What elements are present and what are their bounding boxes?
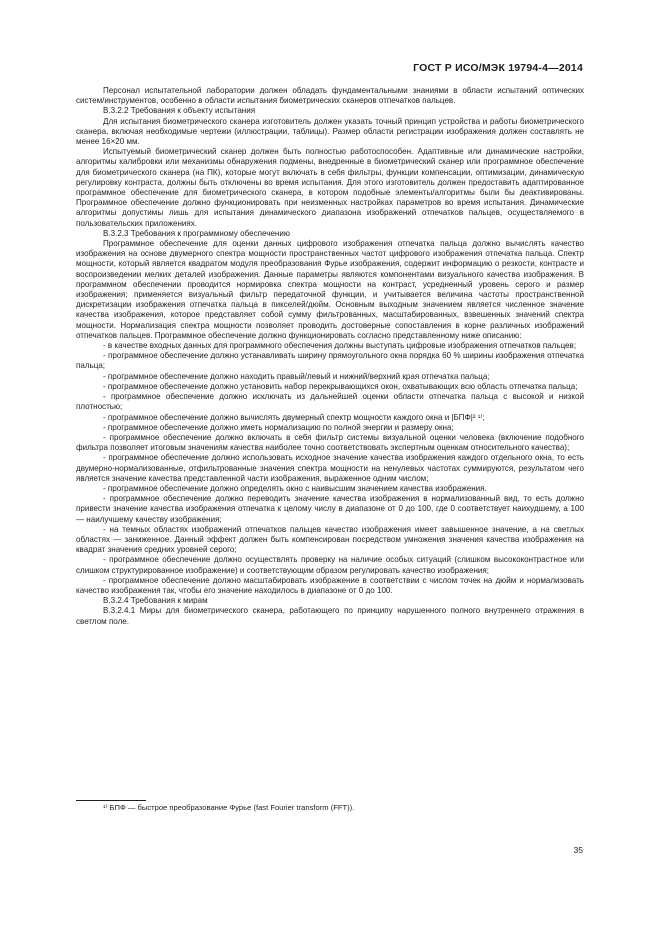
- list-item: - программное обеспечение должно устанавливать ширину прямоугольного окна порядка 60 % ширины изображения отпечатка пальца;: [76, 351, 584, 371]
- list-item: - программное обеспечение должно использовать исходное значение качества изображения каждого отдельного окна, то есть двумерно-нормализованные, отфильтрованные значения спектра мощности на ненулевых частотах суммируются, результатом чего является значение качества представленной части изображения, выраженное одним числом;: [76, 453, 584, 483]
- list-item: - программное обеспечение должно переводить значение качества изображения в нормализованный вид, то есть должно привести значение качества изображения отпечатка к целому числу в диапазоне от 0 до 100, где 0 соответствует наихудшему, а 100 — наилучшему качеству изображения;: [76, 494, 584, 524]
- footnote-divider: [76, 800, 146, 801]
- list-item: - программное обеспечение должно включать в себя фильтр системы визуальной оценки человека (включение подобного фильтра позволяет итоговым значениям качества наиболее точно соответствовать экспертным оценкам относительного качества);: [76, 432, 584, 453]
- paragraph: Персонал испытательной лаборатории должен обладать фундаментальными знаниями в области испытаний оптических систем/инструментов, особенно в области испытания биометрических сканеров отпечатков пальцев.: [76, 86, 584, 106]
- paragraph: Для испытания биометрического сканера изготовитель должен указать точный принцип устройства и работы биометрического сканера, включая необходимые чертежи (иллюстрации, таблицы). Размер области регистрации изображения должен составлять не менее 16×20 мм.: [76, 116, 584, 147]
- section-heading: В.3.2.3 Требования к программному обеспечению: [103, 228, 290, 238]
- section-heading: В.3.2.2 Требования к объекту испытания: [103, 106, 256, 116]
- list-item: - в качестве входных данных для программного обеспечения должны выступать цифровые изображения отпечатков пальцев;: [103, 341, 577, 351]
- paragraph: Испытуемый биометрический сканер должен быть полностью работоспособен. Адаптивные или динамические настройки, алгоритмы калибровки или механизмы обнаружения подмены, внедренные в биометрический сканер или программное обеспечение для биометрического сканера (на ПК), которые могут включать в себя фильтры, функции компенсации, оптимизации, динамическую регулировку контраста, должны быть отключены во время испытания. Для этого изготовитель должен предоставить адаптированное программное обеспечение для биометрического сканера, в котором подобные элементы/алгоритмы были бы деактивированы. Программное обеспечение должно функционировать при неизменных настройках параметров во время испытания. Динамические алгоритмы допустимы лишь для испытания динамического диапазона изображений отпечатков пальцев, осуществляемого в пользовательских приложениях.: [76, 147, 584, 228]
- section-heading: В.3.2.4.1 Миры для биометрического сканера, работающего по принципу нарушенного полного внутреннего отражения в светлом поле.: [76, 606, 584, 626]
- list-item: - на темных областях изображений отпечатков пальцев качество изображения имеет завышенное значение, а на светлых областях — заниженное. Данный эффект должен быть компенсирован посредством умножения значения качества изображения на квадрат значения средних уровней серого;: [76, 524, 584, 555]
- list-item: - программное обеспечение должно осуществлять проверку на наличие особых ситуаций (слишком высококонтрастное или слишком структурированное изображение) и соответствующим образом регулировать качество изображения;: [76, 555, 584, 575]
- list-item: - программное обеспечение должно установить набор перекрывающихся окон, охватывающих всю область отпечатка пальца;: [103, 381, 578, 391]
- body-text: [76, 86, 584, 627]
- list-item: - программное обеспечение должно исключать из дальнейшей оценки области отпечатка пальца с высокой и низкой плотностью;: [76, 392, 584, 412]
- document-header: ГОСТ Р ИСО/МЭК 19794-4—2014: [413, 62, 583, 74]
- page-number: 35: [573, 845, 583, 855]
- list-item: - программное обеспечение должно определять окно с наивысшим значением качества изображения.: [103, 483, 487, 493]
- footnote: ¹⁾ БПФ — быстрое преобразование Фурье (fast Fourier transform (FFT)).: [103, 803, 355, 812]
- list-item: - программное обеспечение должно масштабировать изображение в соответствии с числом точек на дюйм и нормализовать качество изображения так, чтобы его значение находилось в диапазоне от 0 до 100.: [76, 575, 584, 595]
- list-item: - программное обеспечение должно вычислять двумерный спектр мощности каждого окна и |БПФ|² ¹⁾;: [103, 412, 485, 422]
- list-item: В.3.2.4 Требования к мирам: [103, 596, 208, 606]
- list-item: - программное обеспечение должно иметь нормализацию по полной энергии и размеру окна;: [103, 422, 454, 432]
- paragraph: Программное обеспечение для оценки данных цифрового изображения отпечатка пальца должно вычислять качество изображения на основе двумерного спектра мощности пространственных частот цифрового изображения отпечатка пальца. Спектр мощности, который является квадратом модуля преобразования Фурье изображения, содержит информацию о резкости, контрасте и воспроизведении мелких деталей изображения. Данные параметры являются компонентами визуального качества изображения. В программном обеспечении проводится нормировка спектра мощности на контраст, усредненный уровень серого и размер изображения; применяется визуальный фильтр передаточной функции, и учитывается величина частоты пространственной дискретизации изображения отпечатка пальца в пикселей/дюйм. Основным выходным значением является численное значение качества изображения, которое представляет собой сумму фильтрованных, масштабированных, взвешенных значений спектра мощности. Нормализация спектра мощности позволяет проводить достоверные сопоставления в корне различных изображений отпечатков пальцев. Программное обеспечение должно функционировать согласно представленному ниже описанию:: [76, 239, 584, 340]
- list-item: - программное обеспечение должно находить правый/левый и нижний/верхний края отпечатка пальца;: [103, 371, 490, 381]
